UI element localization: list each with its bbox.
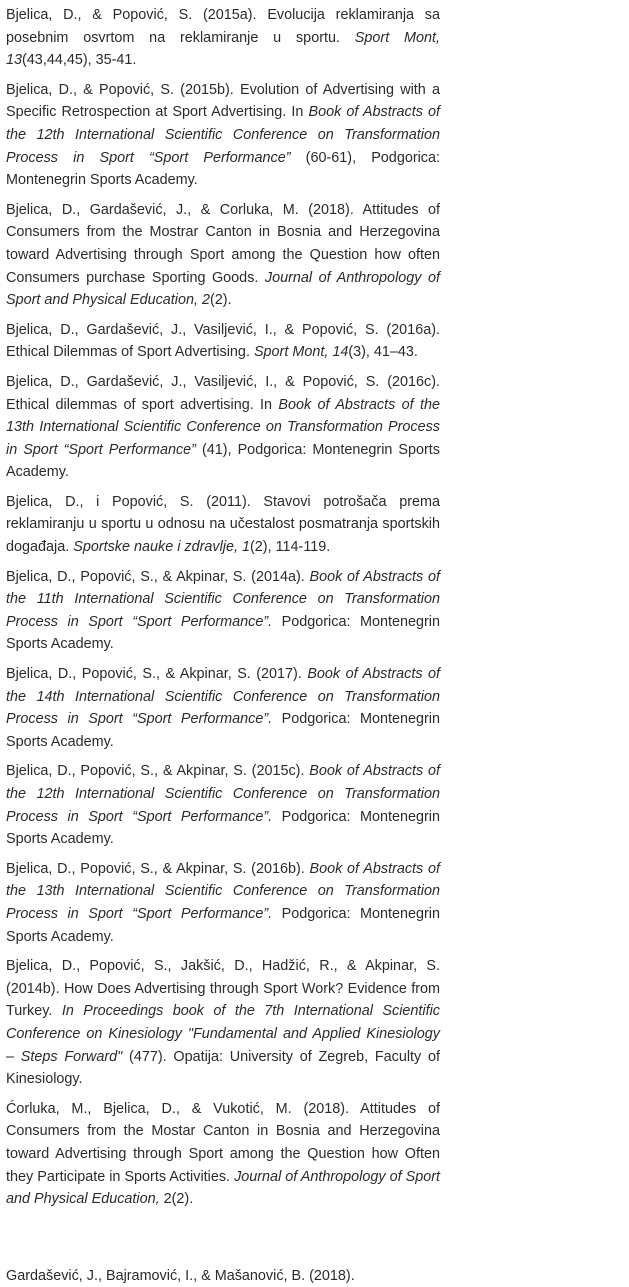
reference-source: Book of Abstracts of the 12th International Scientific Conference on Transformation Process in Sport “Sport Performance” [6,104,440,166]
reference-item [6,858,440,948]
reference-list [6,4,440,1218]
reference-source: Sport Mont, 14 [253,344,349,361]
reference-details: Podgorica: Montenegrin Sports Academy. [6,613,440,653]
reference-item [6,1098,440,1211]
reference-item [6,760,440,850]
reference-source: Journal of Anthropology of Sport and Physical Education, 2 [6,269,441,309]
reference-details: (41), Podgorica: Montenegrin Sports Academy. [6,441,440,481]
reference-details: Podgorica: Montenegrin Sports Academy. [6,808,440,848]
reference-item [6,491,440,559]
reference-authors: Bjelica, D., i Popović, S. (2011). Stavovi potrošača prema reklamiranju u sportu u odnosu na učestalost posmatranja sportskih događaja. [6,493,440,556]
reference-item [6,319,440,364]
reference-authors: Bjelica, D., Popović, S., & Akpinar, S. (2014a). [6,568,310,585]
reference-source: Journal of Anthropology of Sport and Physical Education, [6,1168,440,1208]
reference-details: (60-61), Podgorica: Montenegrin Sports Academy. [6,149,441,189]
reference-details: (2), 114-119. [250,539,331,556]
reference-source: Sport Mont, 13 [6,29,440,69]
reference-details: 2(2). [159,1191,194,1208]
reference-authors: Bjelica, D., Popović, S., Jakšić, D., Hadžić, R., & Akpinar, S. (2014b). How Does Advertising through Sport Work? Evidence from Turkey. [6,958,440,1020]
reference-authors: Bjelica, D., Popović, S., & Akpinar, S. (2015c). [6,763,310,780]
reference-details: (3), 41–43. [348,344,418,361]
reference-source: Book of Abstracts of the 13th International Scientific Conference on Transformation Process in Sport “Sport Performance” [6,396,440,458]
reference-authors: Bjelica, D., Gardašević, J., Vasiljević, I., & Popović, S. (2016a). Ethical Dilemmas of Sport Advertising. [6,321,440,361]
reference-details: Podgorica: Montenegrin Sports Academy. [6,711,440,750]
reference-authors: Bjelica, D., Popović, S., & Akpinar, S. (2017). [6,666,308,683]
reference-item-cutoff: Gardašević, J., Bajramović, I., & Mašanović, B. (2018). [6,1268,355,1284]
reference-source: In Proceedings book of the 7th International Scientific Conference on Kinesiology "Fundamental and Applied Kinesiology – Steps Forward" [6,1003,440,1065]
reference-details: (2). [210,292,232,309]
reference-item [6,199,440,312]
reference-item [6,79,440,192]
reference-item [6,566,440,656]
reference-details: (43,44,45), 35-41. [22,52,137,69]
reference-details: (477). Opatija: University of Zegreb, Faculty of Kinesiology. [6,1048,441,1088]
reference-authors: Ćorluka, M., Bjelica, D., & Vukotić, M. (2018). Attitudes of Consumers from the Mostar Canton in Bosnia and Herzegovina toward Advertising through Sport among the Question how Often they Participate in Sports Activities. [6,1100,440,1185]
reference-item [6,4,440,72]
reference-source: Sportske nauke i zdravlje, 1 [73,539,250,556]
reference-authors: Bjelica, D., Gardašević, J., & Corluka, M. (2018). Attitudes of Consumers from the Mostrar Canton in Bosnia and Herzegovina toward Advertising through Sport among the Question how often Consumers purchase Sporting Goods. [6,201,440,286]
reference-source: Book of Abstracts of the 13th International Scientific Conference on Transformation Process in Sport “Sport Performance”. [6,860,440,922]
reference-item [6,371,440,484]
reference-authors: Bjelica, D., Gardašević, J., Vasiljević, I., & Popović, S. (2016c). Ethical dilemmas of sport advertising. In [6,373,440,413]
reference-item [6,955,440,1091]
reference-details: Podgorica: Montenegrin Sports Academy. [6,905,440,945]
reference-authors: Bjelica, D., & Popović, S. (2015a). Evolucija reklamiranja sa posebnim osvrtom na reklamiranje u sportu. [6,7,440,46]
reference-source: Book of Abstracts of the 12th International Scientific Conference on Transformation Process in Sport “Sport Performance”. [6,763,440,825]
reference-source: Book of Abstracts of the 14th International Scientific Conference on Transformation Process in Sport “Sport Performance”. [6,666,440,728]
reference-source: Book of Abstracts of the 11th International Scientific Conference on Transformation Process in Sport “Sport Performance”. [6,568,440,630]
reference-authors: Bjelica, D., & Popović, S. (2015b). Evolution of Advertising with a Specific Retrospection at Sport Advertising. In [6,81,440,121]
reference-item [6,663,440,753]
reference-authors: Bjelica, D., Popović, S., & Akpinar, S. (2016b). [6,860,310,877]
